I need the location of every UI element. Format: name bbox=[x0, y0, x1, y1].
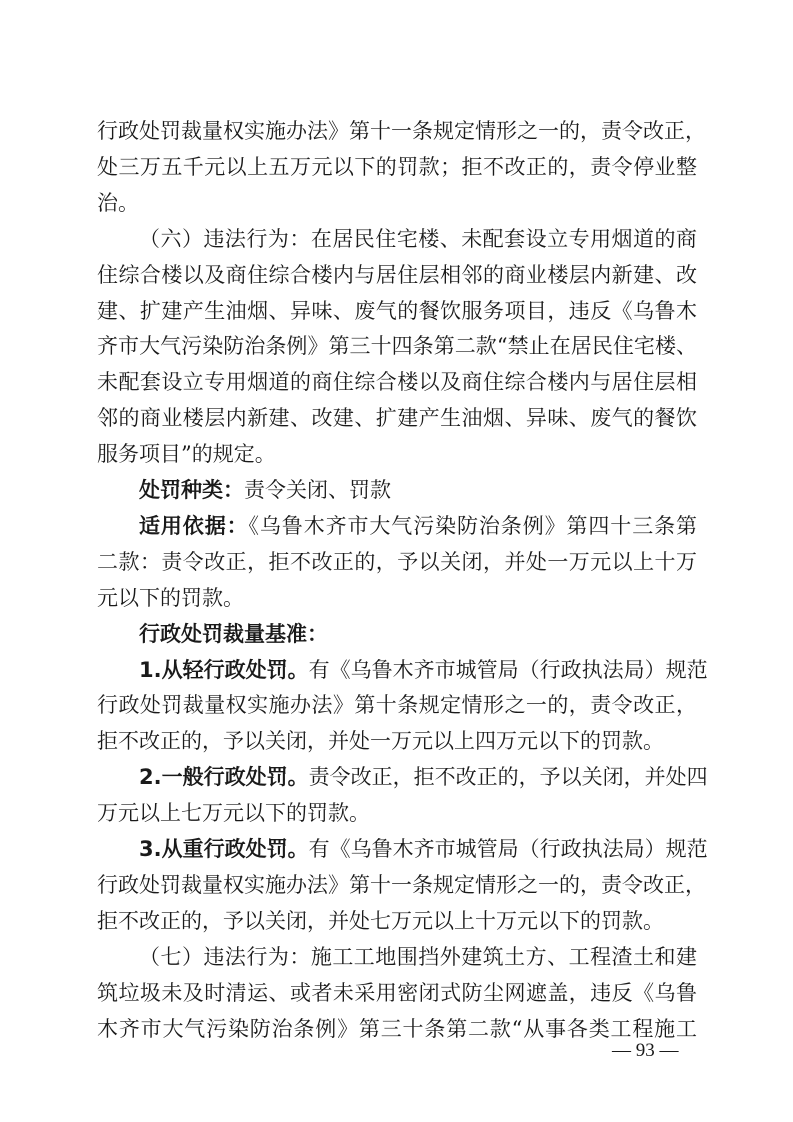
severe-penalty: 3.从重行政处罚。有《乌鲁木齐市城管局（行政执法局）规范 bbox=[139, 837, 708, 861]
body-line: 处三万五千元以上五万元以下的罚款；拒不改正的，责令停业整 bbox=[97, 154, 697, 179]
body-line: 木齐市大气污染防治条例》第三十条第二款“从事各类工程施工 bbox=[97, 1016, 697, 1041]
page-number: — 93 — bbox=[612, 1040, 679, 1061]
lenient-penalty: 1.从轻行政处罚。有《乌鲁木齐市城管局（行政执法局）规范 bbox=[139, 657, 708, 682]
body-line: 住综合楼以及商住综合楼内与居住层相邻的商业楼层内新建、改 bbox=[97, 262, 697, 287]
body-line: 行政处罚裁量权实施办法》第十一条规定情形之一的，责令改正， bbox=[97, 872, 706, 897]
body-line: 行政处罚裁量权实施办法》第十一条规定情形之一的，责令改正， bbox=[97, 119, 706, 143]
penalty-type: 处罚种类：责令关闭、罚款 bbox=[139, 478, 391, 502]
body-line: 元以下的罚款。 bbox=[97, 585, 244, 610]
body-line: 齐市大气污染防治条例》第三十四条第二款“禁止在居民住宅楼、 bbox=[97, 334, 697, 359]
body-line: 万元以上七万元以下的罚款。 bbox=[97, 801, 370, 826]
general-penalty: 2.一般行政处罚。责令改正，拒不改正的，予以关闭，并处四 bbox=[139, 765, 708, 790]
section-heading-6: （六）违法行为：在居民住宅楼、未配套设立专用烟道的商 bbox=[139, 226, 697, 251]
discretion-standard-heading: 行政处罚裁量基准： bbox=[139, 621, 328, 646]
legal-basis: 适用依据：《乌鲁木齐市大气污染防治条例》第四十三条第 bbox=[139, 513, 697, 538]
body-line: 行政处罚裁量权实施办法》第十条规定情形之一的，责令改正， bbox=[97, 693, 697, 718]
body-line: 治。 bbox=[97, 190, 139, 215]
body-line: 筑垃圾未及时清运、或者未采用密闭式防尘网遮盖，违反《乌鲁 bbox=[97, 980, 697, 1005]
body-line: 建、扩建产生油烟、异味、废气的餐饮服务项目，违反《乌鲁木 bbox=[97, 298, 697, 323]
section-heading-7: （七）违法行为：施工工地围挡外建筑土方、工程渣土和建 bbox=[139, 944, 697, 969]
body-line: 拒不改正的，予以关闭，并处七万元以上十万元以下的罚款。 bbox=[97, 908, 664, 933]
body-line: 二款：责令改正，拒不改正的，予以关闭，并处一万元以上十万 bbox=[97, 549, 697, 574]
body-line: 服务项目”的规定。 bbox=[97, 442, 276, 467]
body-line: 未配套设立专用烟道的商住综合楼以及商住综合楼内与居住层相 bbox=[97, 370, 697, 395]
body-line: 邻的商业楼层内新建、改建、扩建产生油烟、异味、废气的餐饮 bbox=[97, 406, 697, 431]
body-line: 拒不改正的，予以关闭，并处一万元以上四万元以下的罚款。 bbox=[97, 729, 664, 754]
